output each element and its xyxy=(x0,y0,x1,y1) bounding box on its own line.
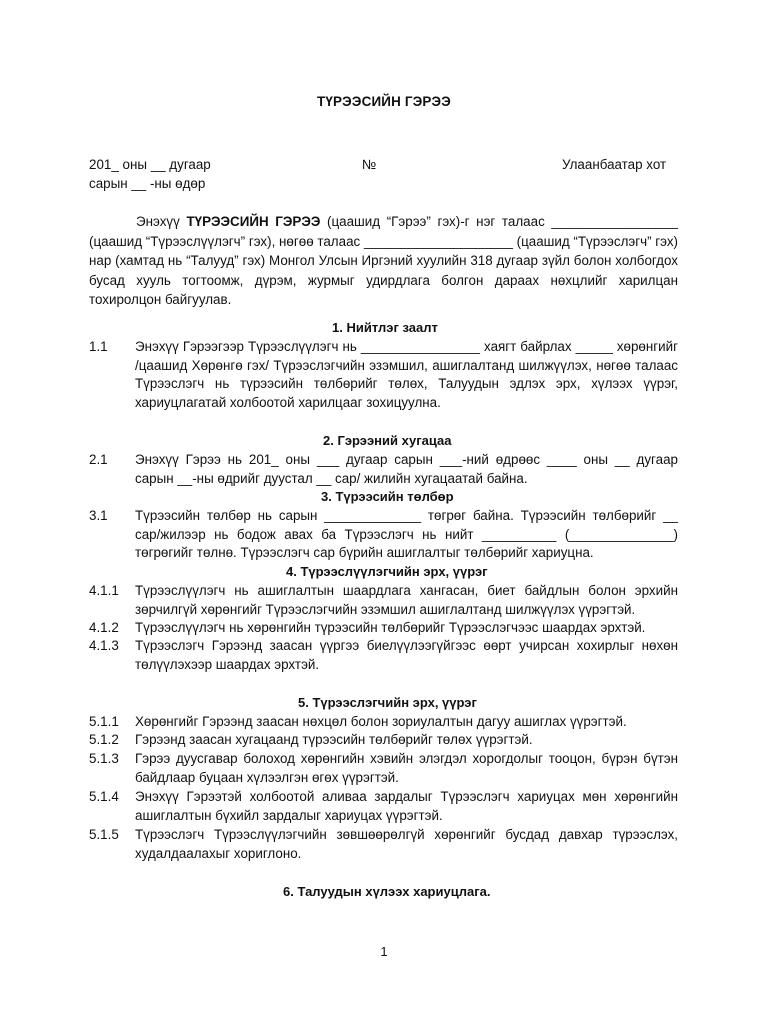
clause-5-1-4 xyxy=(89,788,678,825)
city: Улаанбаатар хот xyxy=(562,157,667,172)
clause-number: 4.1.2 xyxy=(89,620,119,635)
clause-5-1-1 xyxy=(89,713,678,732)
clause-4-1-3 xyxy=(89,637,678,674)
clause-text: Түрээслэгч Гэрээнд заасан үүргээ биелүүлээгүйгээс өөрт учирсан хохирлыг нөхөн төлүүлэхээр шаардах эрхтэй. xyxy=(135,638,678,672)
clause-text: Хөрөнгийг Гэрээнд заасан нөхцөл болон зориулалтын дагуу ашиглах үүрэгтэй. xyxy=(135,714,627,729)
date-line-1: 201_ оны __ дугаар xyxy=(89,157,211,172)
contract-number: № xyxy=(362,157,377,172)
clause-text: Энэхүү Гэрээ нь 201_ оны ___ дугаар сарын ___-ний өдрөөс ____ оны __ дугаар сарын __-ны өдрийг дуустал __ сар/ жилийн хугацаатай байна. xyxy=(135,452,678,486)
clause-5-1-3 xyxy=(89,750,678,787)
clause-text: Түрээсийн төлбөр нь сарын _____________ төгрөг байна. Түрээсийн төлбөрийг __ сар/жилээр нь бодож авах ба Түрээслэгч нь нийт __________ (______________) төгрөгийг төлнө. Түрээслэгч сар бүрийн ашиглалтыг төлбөрийг хариуцна. xyxy=(135,508,678,561)
date-line-2: сарын __ -ны өдөр xyxy=(89,176,206,191)
section-5-heading: 5. Түрээслэгчийн эрх, үүрэг xyxy=(298,695,477,710)
clause-text: Түрээслэгч Түрээслүүлэгчийн зөвшөөрөлгүй хөрөнгийг бусдад давхар түрээслэх, худалдаалахыг хориглоно. xyxy=(135,827,678,861)
intro-text-start: Энэхүү xyxy=(136,214,187,229)
clause-3-1 xyxy=(89,507,678,563)
section-6-heading: 6. Талуудын хүлээх хариуцлага. xyxy=(283,884,491,899)
clause-text: Түрээслүүлэгч нь ашиглалтын шаардлага хангасан, биет байдлын болон эрхийн зөрчилгүй хөрөнгийг Түрээслэгчийн эзэмшил ашиглалтанд шилжүүлэх үүрэгтэй. xyxy=(135,583,678,617)
clause-text: Энэхүү Гэрээгээр Түрээслүүлэгч нь ________________ хаягт байрлах _____ хөрөнгийг /цаашид Хөрөнгө гэх/ Түрээслэгчийн эзэмшил, ашиглалтанд шилжүүлэх, нөгөө талаас Түрээслэгч нь түрээсийн төлбөрийг төлөх, Талуудын эдлэх эрх, хүлээх үүрэг, хариуцлагатай холбоотой харилцааг зохицуулна. xyxy=(135,339,678,410)
section-2-heading: 2. Гэрээний хугацаа xyxy=(323,433,452,448)
document-title: ТҮРЭЭСИЙН ГЭРЭЭ xyxy=(316,94,452,109)
clause-number: 2.1 xyxy=(89,452,108,467)
clause-number: 3.1 xyxy=(89,508,108,523)
clause-5-1-5 xyxy=(89,826,678,863)
intro-text-rest: (цаашид “Гэрээ” гэх)-г нэг талаас _________________ (цаашид “Түрээслүүлэгч” гэх), нөгөө талаас ____________________ (цаашид “Түрээслэгч” гэх) нар (хамтад нь “Талууд” гэх) Монгол Улсын Иргэний хуулийн 318 дугаар зүйл болон холбогдох бусад хууль тогтоомж, дүрэм, журмыг удирдлага болгон дараах нөхцлийг харилцан тохиролцон байгуулав. xyxy=(89,214,679,307)
clause-1-1 xyxy=(89,338,678,412)
clause-number: 5.1.2 xyxy=(89,732,119,747)
clause-number: 4.1.1 xyxy=(89,583,119,598)
clause-text: Энэхүү Гэрээтэй холбоотой аливаа зардалыг Түрээслэгч хариуцах мөн хөрөнгийн ашиглалтын бүхийл зардалыг хариуцах үүрэгтэй. xyxy=(135,789,678,823)
clause-4-1-1 xyxy=(89,582,678,619)
clause-text: Гэрээнд заасан хугацаанд түрээсийн төлбөрийг төлөх үүрэгтэй. xyxy=(135,732,533,747)
section-3-heading: 3. Түрээсийн төлбөр xyxy=(321,489,454,504)
intro-paragraph xyxy=(89,212,678,310)
page-number: 1 xyxy=(380,944,388,959)
clause-number: 1.1 xyxy=(89,339,108,354)
clause-number: 5.1.5 xyxy=(89,827,119,842)
section-4-heading: 4. Түрээслүүлэгчийн эрх, үүрэг xyxy=(286,564,488,579)
clause-number: 5.1.3 xyxy=(89,751,119,766)
clause-number: 5.1.1 xyxy=(89,714,119,729)
intro-contract-name: ТҮРЭЭСИЙН ГЭРЭЭ xyxy=(186,214,321,229)
clause-5-1-2 xyxy=(89,731,678,750)
clause-2-1 xyxy=(89,451,678,488)
clause-text: Түрээслүүлэгч нь хөрөнгийн түрээсийн төлбөрийг Түрээслэгчээс шаардах эрхтэй. xyxy=(135,620,646,635)
clause-text: Гэрээ дуусгавар болоход хөрөнгийн хэвийн элэгдэл хорогдолыг тооцон, бүрэн бүтэн байдлаар буцаан хүлээлгэн өгөх үүрэгтэй. xyxy=(135,751,678,785)
clause-number: 5.1.4 xyxy=(89,789,119,804)
clause-4-1-2 xyxy=(89,619,678,638)
section-1-heading: 1. Нийтлэг заалт xyxy=(332,320,438,335)
clause-number: 4.1.3 xyxy=(89,638,119,653)
